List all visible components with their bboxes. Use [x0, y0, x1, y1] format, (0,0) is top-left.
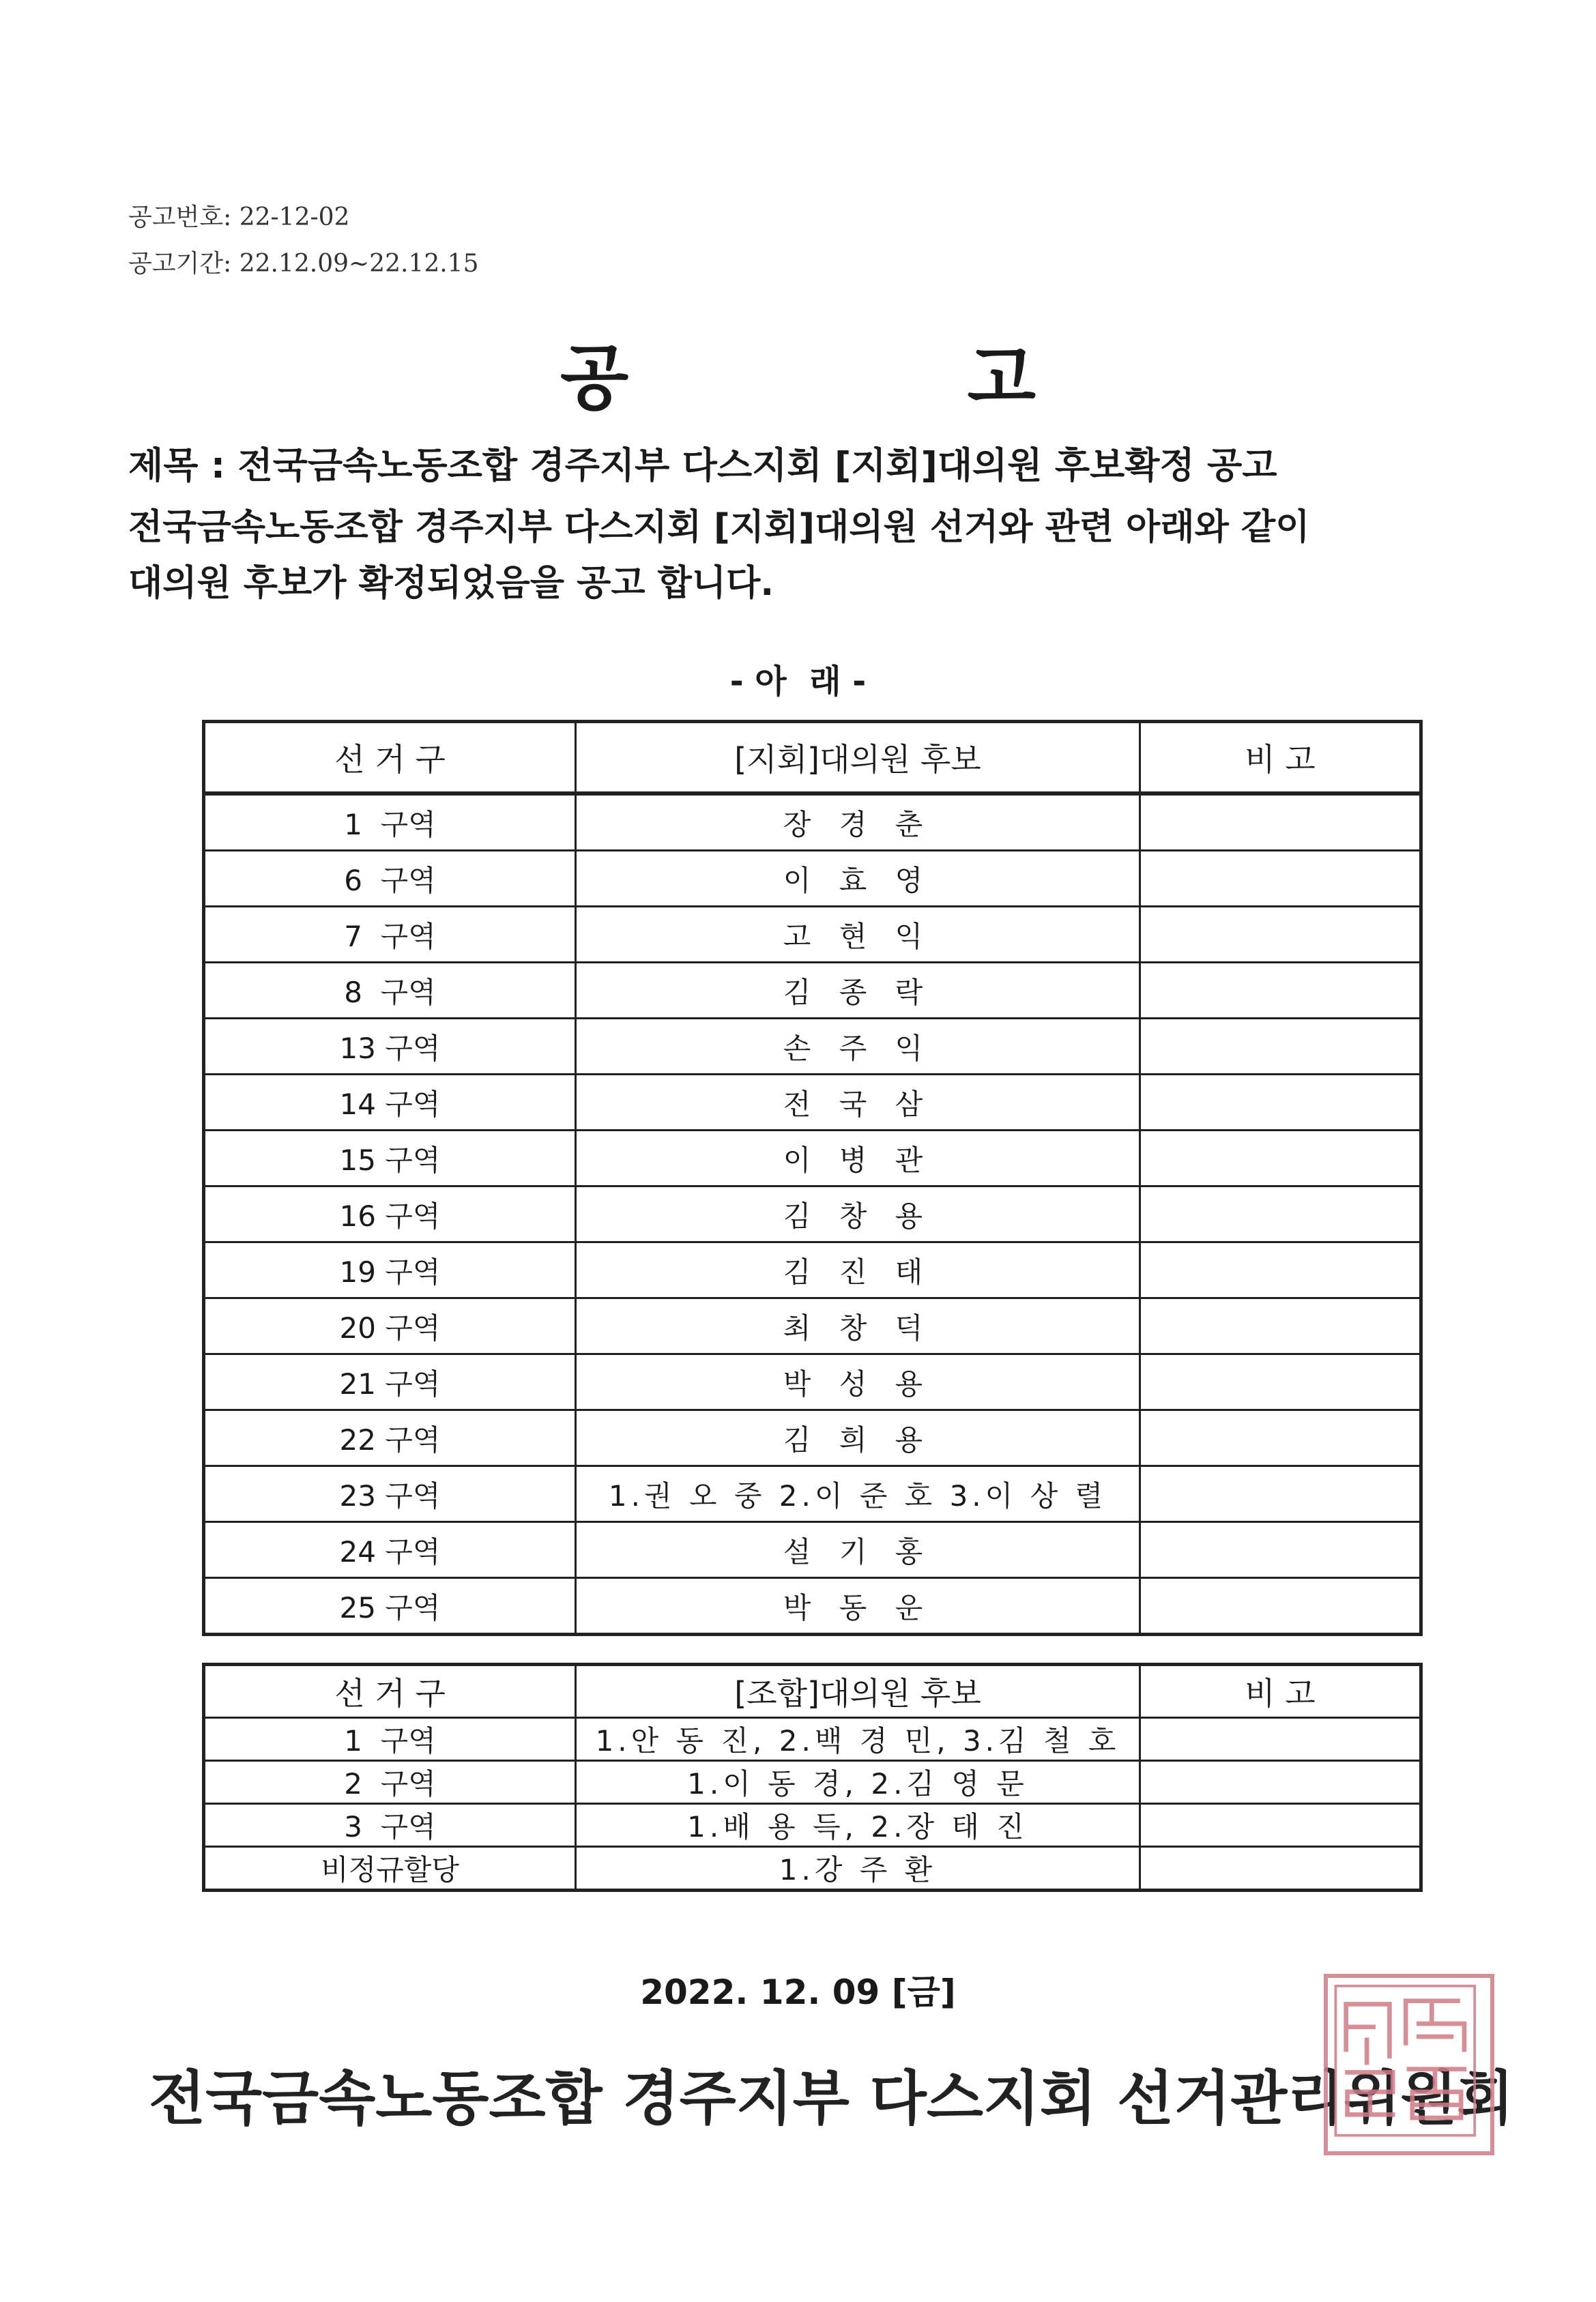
notice-date: 2022. 12. 09 [금]	[640, 1972, 956, 2012]
notice-period-label: 공고기간:	[128, 250, 232, 278]
table-row	[204, 1804, 1421, 1847]
notice-number-label: 공고번호:	[128, 203, 232, 231]
district-cell: 6 구역	[204, 851, 576, 907]
district-cell: 19 구역	[204, 1242, 576, 1298]
candidate-cell: 박 성 용	[576, 1354, 1140, 1410]
remarks-cell	[1140, 1804, 1421, 1847]
table-row	[204, 1466, 1421, 1522]
candidate-cell: 이 병 관	[576, 1131, 1140, 1186]
district-cell: 7 구역	[204, 907, 576, 963]
district-cell: 14 구역	[204, 1075, 576, 1131]
remarks-cell	[1140, 1242, 1421, 1298]
candidate-cell: 김 종 락	[576, 963, 1140, 1019]
union-delegate-table	[202, 1663, 1423, 1892]
candidate-cell: 장 경 춘	[576, 793, 1140, 851]
notice-subject: 제목 : 전국금속노동조합 경주지부 다스지회 [지회]대의원 후보확정 공고	[128, 445, 1277, 486]
candidate-cell: 1.이 동 경, 2.김 영 문	[576, 1761, 1140, 1804]
candidate-cell: 박 동 운	[576, 1578, 1140, 1635]
header-remarks: 비 고	[1140, 1665, 1421, 1718]
seal-pattern	[1328, 1978, 1490, 2151]
candidate-cell: 김 진 태	[576, 1242, 1140, 1298]
table-row	[204, 1410, 1421, 1466]
remarks-cell	[1140, 851, 1421, 907]
district-cell: 15 구역	[204, 1131, 576, 1186]
district-cell: 1 구역	[204, 1718, 576, 1761]
notice-number-value: 22-12-02	[239, 203, 350, 231]
table-row	[204, 851, 1421, 907]
district-cell: 13 구역	[204, 1019, 576, 1075]
remarks-cell	[1140, 1522, 1421, 1578]
official-seal-stamp	[1324, 1974, 1494, 2155]
table-row	[204, 1761, 1421, 1804]
district-cell: 24 구역	[204, 1522, 576, 1578]
branch-delegate-table	[202, 720, 1423, 1636]
table-row	[204, 1131, 1421, 1186]
district-cell: 2 구역	[204, 1761, 576, 1804]
header-district: 선 거 구	[204, 722, 576, 794]
remarks-cell	[1140, 1075, 1421, 1131]
table-row	[204, 963, 1421, 1019]
table-row	[204, 1718, 1421, 1761]
district-cell: 22 구역	[204, 1410, 576, 1466]
notice-period-value: 22.12.09~22.12.15	[239, 250, 479, 278]
table-row	[204, 1354, 1421, 1410]
district-cell: 비정규할당	[204, 1847, 576, 1891]
remarks-cell	[1140, 1354, 1421, 1410]
candidate-cell: 전 국 삼	[576, 1075, 1140, 1131]
district-cell: 20 구역	[204, 1298, 576, 1354]
header-candidate: [조합]대의원 후보	[576, 1665, 1140, 1718]
remarks-cell	[1140, 1847, 1421, 1891]
table-row	[204, 1075, 1421, 1131]
remarks-cell	[1140, 1410, 1421, 1466]
remarks-cell	[1140, 963, 1421, 1019]
candidate-cell: 이 효 영	[576, 851, 1140, 907]
remarks-cell	[1140, 1019, 1421, 1075]
table-row	[204, 793, 1421, 851]
table-row	[204, 1019, 1421, 1075]
notice-period	[128, 244, 478, 279]
below-marker: - 아 래 -	[729, 662, 867, 701]
remarks-cell	[1140, 1186, 1421, 1242]
candidate-cell: 1.안 동 진, 2.백 경 민, 3.김 철 호	[576, 1718, 1140, 1761]
candidate-cell: 김 희 용	[576, 1410, 1140, 1466]
table-row	[204, 1298, 1421, 1354]
candidate-cell: 김 창 용	[576, 1186, 1140, 1242]
district-cell: 1 구역	[204, 793, 576, 851]
page-title: 공 고	[560, 336, 1193, 420]
remarks-cell	[1140, 1131, 1421, 1186]
district-cell: 23 구역	[204, 1466, 576, 1522]
district-cell: 3 구역	[204, 1804, 576, 1847]
body-line-2: 대의원 후보가 확정되었음을 공고 합니다.	[128, 563, 774, 604]
remarks-cell	[1140, 793, 1421, 851]
candidate-cell: 고 현 익	[576, 907, 1140, 963]
header-candidate: [지회]대의원 후보	[576, 722, 1140, 794]
district-cell: 25 구역	[204, 1578, 576, 1635]
district-cell: 8 구역	[204, 963, 576, 1019]
candidate-cell: 1.강 주 환	[576, 1847, 1140, 1891]
remarks-cell	[1140, 1761, 1421, 1804]
candidate-cell: 1.권 오 중 2.이 준 호 3.이 상 렬	[576, 1466, 1140, 1522]
candidate-cell: 설 기 홍	[576, 1522, 1140, 1578]
district-cell: 21 구역	[204, 1354, 576, 1410]
table-row	[204, 1847, 1421, 1891]
body-line-1: 전국금속노동조합 경주지부 다스지회 [지회]대의원 선거와 관련 아래와 같이	[128, 507, 1310, 548]
table-row	[204, 1578, 1421, 1635]
candidate-cell: 손 주 익	[576, 1019, 1140, 1075]
notice-number	[128, 198, 349, 233]
header-remarks: 비 고	[1140, 722, 1421, 794]
table-row	[204, 1242, 1421, 1298]
table-row	[204, 1186, 1421, 1242]
remarks-cell	[1140, 1578, 1421, 1635]
candidate-cell: 최 창 덕	[576, 1298, 1140, 1354]
table-header-row	[204, 722, 1421, 794]
organization-name: 전국금속노동조합 경주지부 다스지회 선거관리위원회	[149, 2065, 1514, 2133]
district-cell: 16 구역	[204, 1186, 576, 1242]
remarks-cell	[1140, 1466, 1421, 1522]
candidate-cell: 1.배 용 득, 2.장 태 진	[576, 1804, 1140, 1847]
remarks-cell	[1140, 1298, 1421, 1354]
remarks-cell	[1140, 907, 1421, 963]
table-row	[204, 1522, 1421, 1578]
table-header-row	[204, 1665, 1421, 1718]
header-district: 선 거 구	[204, 1665, 576, 1718]
table-row	[204, 907, 1421, 963]
remarks-cell	[1140, 1718, 1421, 1761]
